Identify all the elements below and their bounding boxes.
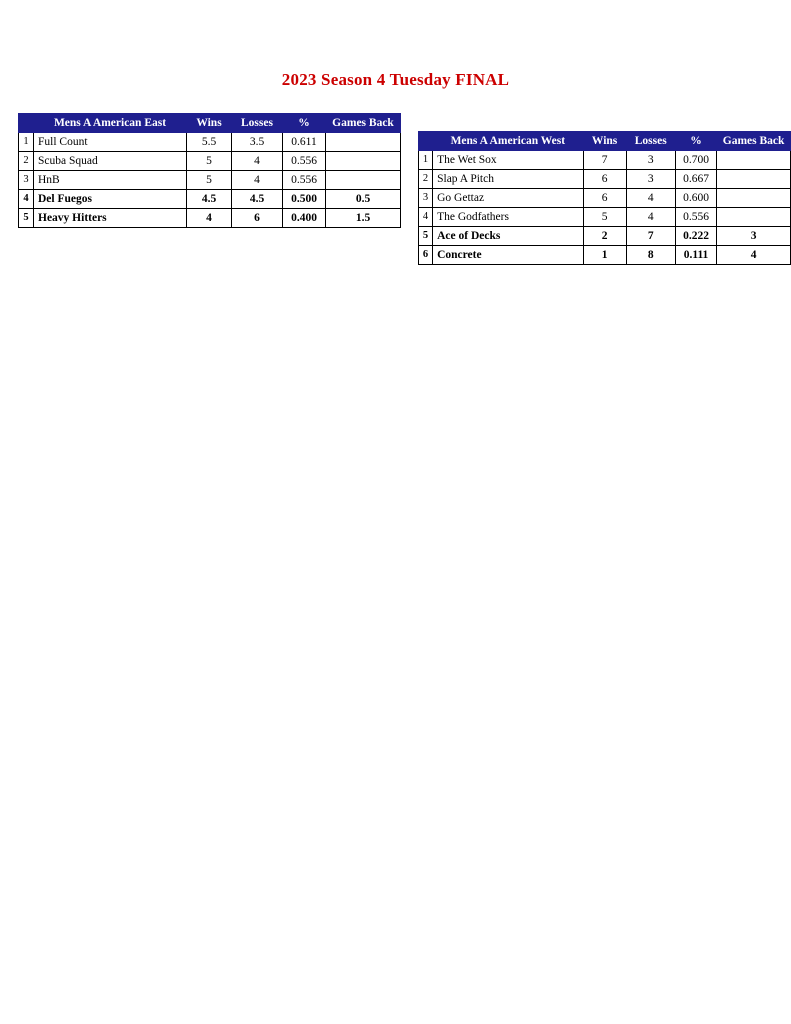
- rank-cell: 4: [419, 208, 433, 227]
- rank-cell: 1: [19, 133, 34, 152]
- losses-cell: 6: [232, 209, 283, 228]
- rank-cell: 2: [419, 170, 433, 189]
- losses-cell: 7: [626, 227, 675, 246]
- wins-cell: 7: [583, 151, 626, 170]
- games-back-cell: [326, 152, 401, 171]
- standings-table-west: [418, 131, 791, 265]
- pct-cell: 0.600: [675, 189, 716, 208]
- wins-cell: 6: [583, 170, 626, 189]
- losses-cell: 4: [232, 152, 283, 171]
- losses-cell: 4: [626, 208, 675, 227]
- losses-cell: 4: [232, 171, 283, 190]
- rank-cell: 6: [419, 246, 433, 265]
- games-back-cell: [717, 151, 791, 170]
- division-name-header: Mens A American West: [433, 132, 583, 151]
- team-cell: Heavy Hitters: [34, 209, 187, 228]
- games-back-cell: [326, 171, 401, 190]
- standings-table-east: [18, 113, 401, 228]
- rank-cell: 3: [419, 189, 433, 208]
- team-cell: Ace of Decks: [433, 227, 583, 246]
- wins-cell: 4: [187, 209, 232, 228]
- team-cell: Full Count: [34, 133, 187, 152]
- pct-column-header: %: [675, 132, 716, 151]
- rank-cell: 3: [19, 171, 34, 190]
- rank-column-header: [419, 132, 433, 151]
- pct-cell: 0.222: [675, 227, 716, 246]
- games-back-cell: 1.5: [326, 209, 401, 228]
- table-row: [19, 209, 401, 228]
- wins-cell: 4.5: [187, 190, 232, 209]
- page-title: 2023 Season 4 Tuesday FINAL: [281, 70, 510, 89]
- table-row: [419, 246, 791, 265]
- wins-cell: 5.5: [187, 133, 232, 152]
- losses-cell: 4.5: [232, 190, 283, 209]
- table-row: [19, 152, 401, 171]
- losses-cell: 4: [626, 189, 675, 208]
- table-header-west: [419, 132, 791, 151]
- pct-cell: 0.400: [283, 209, 326, 228]
- rank-column-header: [19, 114, 34, 133]
- wins-cell: 1: [583, 246, 626, 265]
- losses-column-header: Losses: [626, 132, 675, 151]
- pct-cell: 0.667: [675, 170, 716, 189]
- wins-column-header: Wins: [187, 114, 232, 133]
- team-cell: Concrete: [433, 246, 583, 265]
- pct-cell: 0.700: [675, 151, 716, 170]
- table-body-east: [19, 133, 401, 228]
- table-row: [419, 227, 791, 246]
- pct-cell: 0.111: [675, 246, 716, 265]
- losses-cell: 3.5: [232, 133, 283, 152]
- team-cell: HnB: [34, 171, 187, 190]
- rank-cell: 2: [19, 152, 34, 171]
- games-back-cell: [717, 189, 791, 208]
- games-back-column-header: Games Back: [326, 114, 401, 133]
- wins-cell: 5: [583, 208, 626, 227]
- games-back-cell: [717, 170, 791, 189]
- rank-cell: 1: [419, 151, 433, 170]
- table-row: [419, 170, 791, 189]
- team-cell: Slap A Pitch: [433, 170, 583, 189]
- wins-column-header: Wins: [583, 132, 626, 151]
- losses-cell: 3: [626, 170, 675, 189]
- pct-cell: 0.556: [675, 208, 716, 227]
- pct-column-header: %: [283, 114, 326, 133]
- division-name-header: Mens A American East: [34, 114, 187, 133]
- header-row: [19, 114, 401, 133]
- team-cell: The Godfathers: [433, 208, 583, 227]
- pct-cell: 0.556: [283, 171, 326, 190]
- games-back-cell: [326, 133, 401, 152]
- wins-cell: 5: [187, 171, 232, 190]
- table-row: [19, 171, 401, 190]
- games-back-cell: [717, 208, 791, 227]
- table-row: [19, 190, 401, 209]
- table-row: [419, 208, 791, 227]
- wins-cell: 6: [583, 189, 626, 208]
- games-back-column-header: Games Back: [717, 132, 791, 151]
- rank-cell: 4: [19, 190, 34, 209]
- table-header-east: [19, 114, 401, 133]
- losses-cell: 8: [626, 246, 675, 265]
- team-cell: The Wet Sox: [433, 151, 583, 170]
- table-row: [419, 189, 791, 208]
- wins-cell: 5: [187, 152, 232, 171]
- games-back-cell: 4: [717, 246, 791, 265]
- header-row: [419, 132, 791, 151]
- losses-column-header: Losses: [232, 114, 283, 133]
- table-row: [419, 151, 791, 170]
- losses-cell: 3: [626, 151, 675, 170]
- games-back-cell: 0.5: [326, 190, 401, 209]
- team-cell: Scuba Squad: [34, 152, 187, 171]
- games-back-cell: 3: [717, 227, 791, 246]
- pct-cell: 0.611: [283, 133, 326, 152]
- wins-cell: 2: [583, 227, 626, 246]
- pct-cell: 0.556: [283, 152, 326, 171]
- rank-cell: 5: [419, 227, 433, 246]
- team-cell: Go Gettaz: [433, 189, 583, 208]
- team-cell: Del Fuegos: [34, 190, 187, 209]
- rank-cell: 5: [19, 209, 34, 228]
- table-body-west: [419, 151, 791, 265]
- pct-cell: 0.500: [283, 190, 326, 209]
- table-row: [19, 133, 401, 152]
